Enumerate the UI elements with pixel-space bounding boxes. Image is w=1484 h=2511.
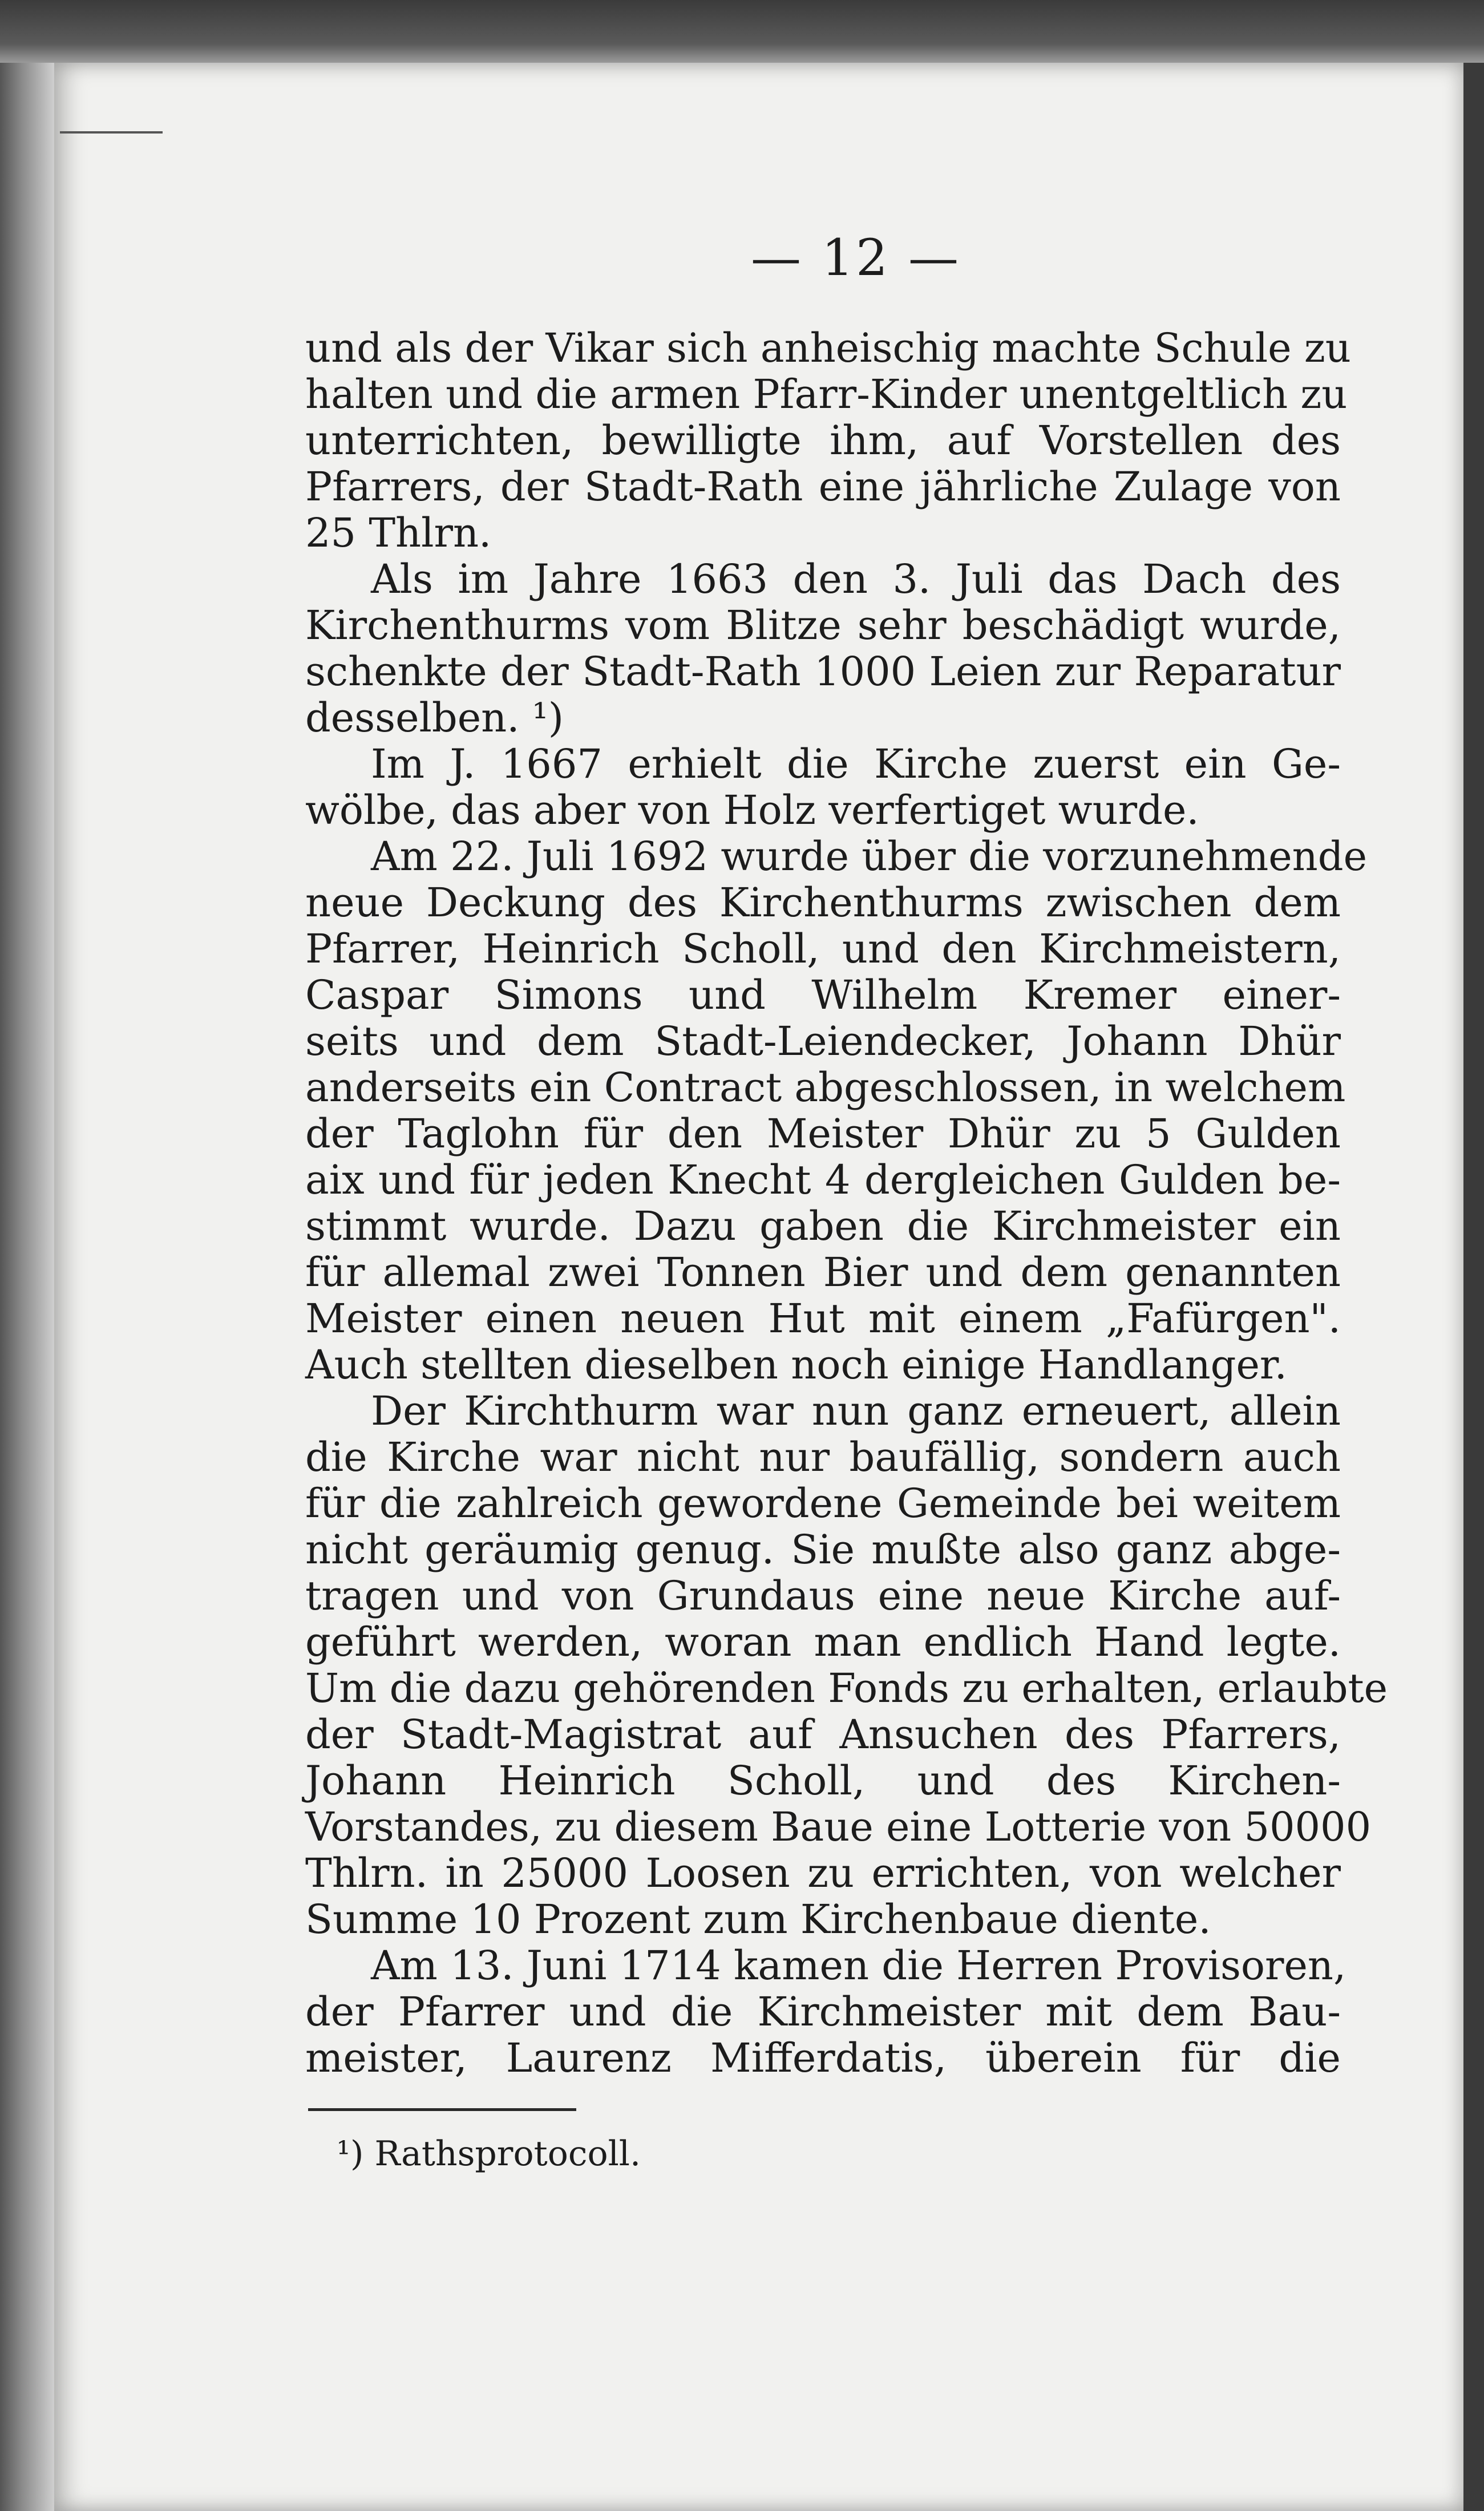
- text-line: nicht geräumig genug. Sie mußte also ganz abge-: [305, 1526, 1341, 1573]
- body-text: [305, 325, 1388, 2081]
- text-line: Im J. 1667 erhielt die Kirche zuerst ein Ge-: [371, 741, 1341, 787]
- text-line: halten und die armen Pfarr-Kinder unentgeltlich zu: [305, 371, 1348, 418]
- text-line: Am 13. Juni 1714 kamen die Herren Provisoren,: [371, 1942, 1346, 1989]
- text-line: seits und dem Stadt-Leiendecker, Johann Dhür: [305, 1018, 1341, 1065]
- text-line: Kirchenthurms vom Blitze sehr beschädigt wurde,: [305, 602, 1341, 649]
- text-line: Als im Jahre 1663 den 3. Juli das Dach des: [371, 556, 1341, 603]
- text-line: Vorstandes, zu diesem Baue eine Lotterie von 50000: [305, 1804, 1372, 1850]
- book-binding-edge: [0, 63, 54, 2511]
- text-line: 25 Thlrn.: [305, 510, 492, 556]
- text-line: meister, Laurenz Mifferdatis, überein für die: [305, 2035, 1341, 2081]
- text-line: Pfarrers, der Stadt-Rath eine jährliche Zulage von: [305, 463, 1341, 510]
- text-line: stimmt wurde. Dazu gaben die Kirchmeister ein: [305, 1203, 1341, 1250]
- text-line: Johann Heinrich Scholl, und des Kirchen-: [305, 1757, 1341, 1804]
- text-line: tragen und von Grundaus eine neue Kirche auf-: [305, 1572, 1341, 1619]
- text-line: für allemal zwei Tonnen Bier und dem genannten: [305, 1249, 1341, 1296]
- text-line: Caspar Simons und Wilhelm Kremer einer-: [305, 972, 1341, 1018]
- text-line: Meister einen neuen Hut mit einem „Fafürgen".: [305, 1295, 1341, 1342]
- page-number: — 12 —: [751, 228, 961, 287]
- footnote: ¹) Rathsprotocoll.: [337, 2134, 641, 2174]
- text-line: und als der Vikar sich anheischig machte Schule zu: [305, 325, 1351, 371]
- text-line: unterrichten, bewilligte ihm, auf Vorstellen des: [305, 417, 1341, 464]
- text-line: aix und für jeden Knecht 4 dergleichen Gulden be-: [305, 1157, 1341, 1203]
- text-line: desselben. ¹): [305, 694, 564, 741]
- text-line: der Stadt-Magistrat auf Ansuchen des Pfarrers,: [305, 1711, 1341, 1758]
- scan-top-edge: [0, 0, 1484, 63]
- text-line: Auch stellten dieselben noch einige Handlanger.: [305, 1341, 1287, 1388]
- text-line: für die zahlreich gewordene Gemeinde bei weitem: [305, 1480, 1341, 1527]
- text-line: geführt werden, woran man endlich Hand legte.: [305, 1619, 1341, 1665]
- text-line: Summe 10 Prozent zum Kirchenbaue diente.: [305, 1896, 1211, 1943]
- text-line: Um die dazu gehörenden Fonds zu erhalten, erlaubte: [305, 1665, 1388, 1712]
- text-line: der Pfarrer und die Kirchmeister mit dem Bau-: [305, 1988, 1341, 2035]
- text-line: die Kirche war nicht nur baufällig, sondern auch: [305, 1434, 1341, 1481]
- text-line: Pfarrer, Heinrich Scholl, und den Kirchmeistern,: [305, 925, 1341, 972]
- footnote-rule: [308, 2108, 576, 2111]
- text-line: schenkte der Stadt-Rath 1000 Leien zur Reparatur: [305, 648, 1341, 695]
- text-line: Thlrn. in 25000 Loosen zu errichten, von welcher: [305, 1850, 1341, 1897]
- text-line: Am 22. Juli 1692 wurde über die vorzunehmende: [371, 833, 1368, 880]
- text-line: anderseits ein Contract abgeschlossen, in welchem: [305, 1064, 1346, 1111]
- text-line: Der Kirchthurm war nun ganz erneuert, allein: [371, 1388, 1341, 1434]
- text-line: der Taglohn für den Meister Dhür zu 5 Gulden: [305, 1110, 1341, 1157]
- corner-mark: [60, 131, 163, 134]
- text-line: neue Deckung des Kirchenthurms zwischen dem: [305, 879, 1341, 926]
- text-line: wölbe, das aber von Holz verfertiget wurde.: [305, 787, 1199, 834]
